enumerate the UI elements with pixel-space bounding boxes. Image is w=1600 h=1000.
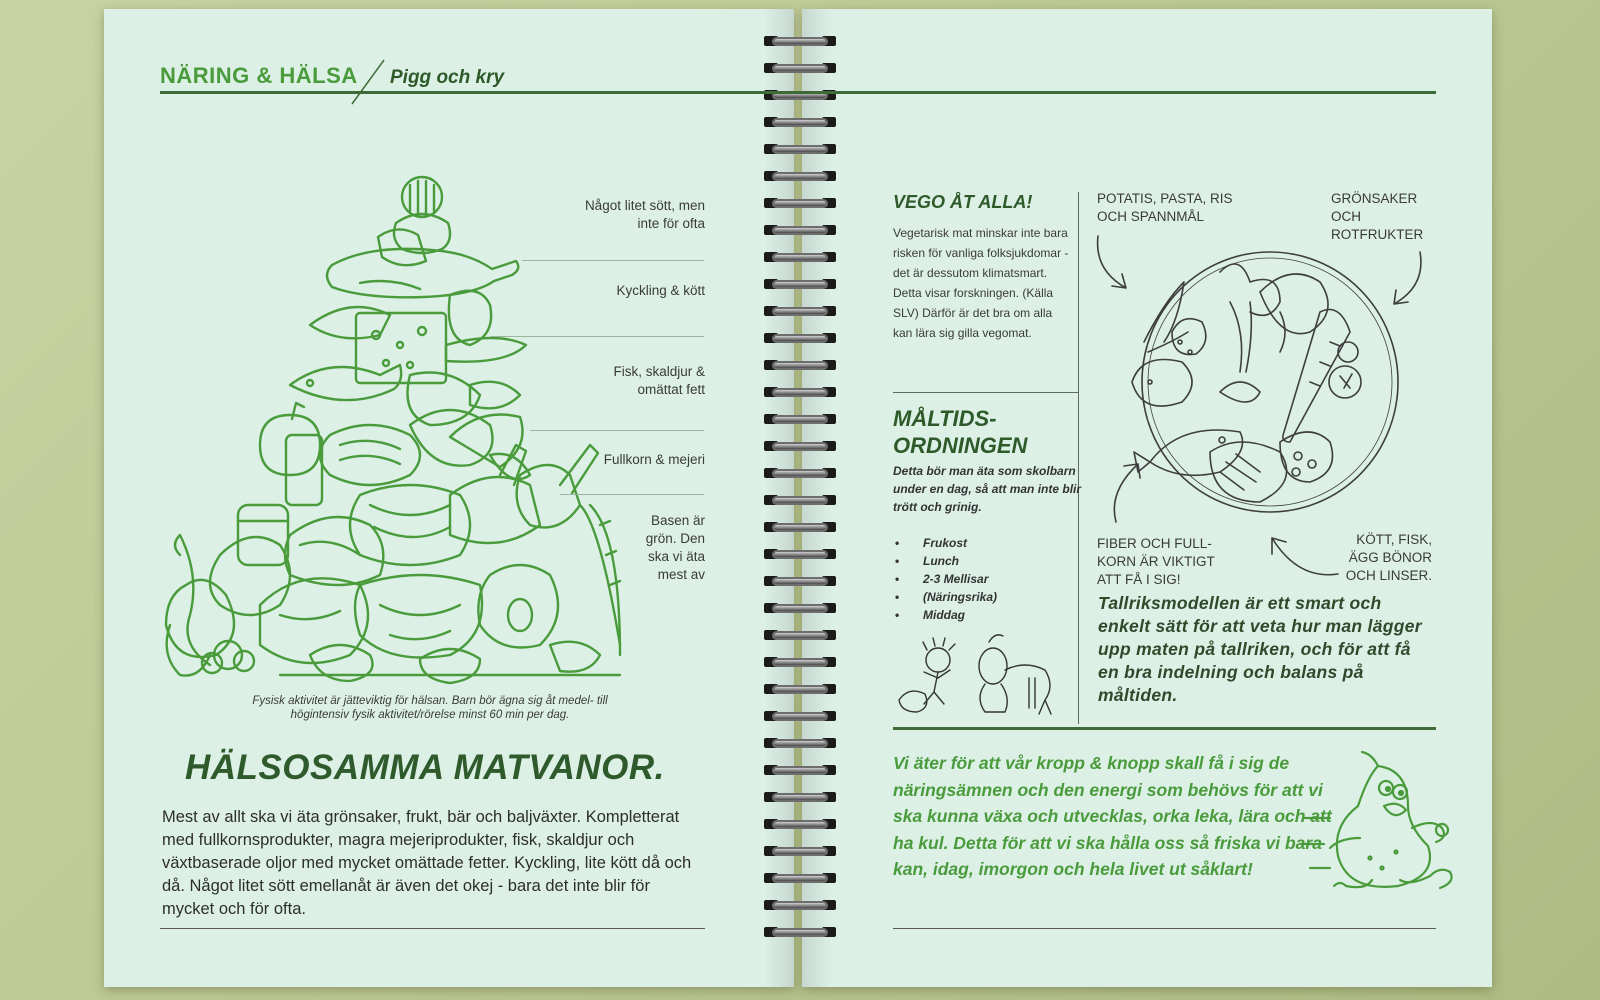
arrow-icon <box>1092 232 1132 296</box>
spiral-coil <box>760 709 840 723</box>
pyramid-divider <box>522 260 704 261</box>
left-bottom-rule <box>160 928 705 929</box>
spiral-coil <box>760 574 840 588</box>
plate-label-vegetables: GRÖNSAKER OCH ROTFRUKTER <box>1331 191 1424 242</box>
vego-title: VEGO ÅT ALLA! <box>893 192 1033 212</box>
list-item: • Middag <box>893 606 997 624</box>
spiral-coil <box>760 304 840 318</box>
column-divider <box>1078 192 1079 724</box>
spiral-coil <box>760 169 840 183</box>
plate-label-protein: KÖTT, FISK, ÄGG BÖNOR OCH LINSER. <box>1345 532 1432 583</box>
spiral-coil <box>760 871 840 885</box>
pyramid-caption: Fysisk aktivitet är jätteviktig för hälsan. Barn bör ägna sig åt medel- till högintensiv fysik aktivitet/rörelse minst 60 min per dag. <box>252 695 608 721</box>
section-title: NÄRING & HÄLSA <box>160 63 358 88</box>
plate-label-carbs: POTATIS, PASTA, RIS OCH SPANNMÅL <box>1097 191 1233 224</box>
spiral-coil <box>760 790 840 804</box>
spiral-binding <box>760 34 840 974</box>
closing-text: Vi äter för att vår kropp & knopp skall få i sig de näringsämnen och den energi som behövs för att vi ska kunna växa och utvecklas, orka leka, lära och att ha kul. Detta för att vi ska hålla oss så friska vi bara kan, idag, imorgon och hela livet ut såklart! <box>893 753 1332 879</box>
spiral-coil <box>760 682 840 696</box>
article-title: HÄLSOSAMMA MATVANOR. <box>185 748 665 787</box>
pyramid-divider <box>560 494 704 495</box>
spiral-coil <box>760 466 840 480</box>
spiral-coil <box>760 223 840 237</box>
spiral-coil <box>760 520 840 534</box>
spiral-coil <box>760 358 840 372</box>
spiral-coil <box>760 898 840 912</box>
maltid-list <box>893 534 997 624</box>
spiral-coil <box>760 844 840 858</box>
spiral-coil <box>760 412 840 426</box>
spiral-coil <box>760 493 840 507</box>
spiral-coil <box>760 34 840 48</box>
pyramid-label-sweets: Något litet sött, men inte för ofta <box>584 198 705 231</box>
spiral-coil <box>760 196 840 210</box>
kids-doodle-illustration <box>893 630 1063 716</box>
arrow-icon <box>1108 456 1148 526</box>
running-pear-illustration <box>1300 748 1480 898</box>
plate-label-fiber: FIBER OCH FULL- KORN ÄR VIKTIGT ATT FÅ I SIG! <box>1097 536 1215 587</box>
spiral-coil <box>760 439 840 453</box>
list-item: • Frukost <box>893 534 997 552</box>
spiral-coil <box>760 655 840 669</box>
list-item-note: • (Näringsrika) <box>893 588 997 606</box>
section-divider <box>893 392 1079 393</box>
list-item: • 2-3 Mellisar <box>893 570 997 588</box>
spiral-coil <box>760 385 840 399</box>
spiral-coil <box>760 142 840 156</box>
spiral-coil <box>760 817 840 831</box>
maltid-body: Detta bör man äta som skolbarn under en dag, så att man inte blir trött och grinig. <box>893 464 1082 514</box>
spiral-coil <box>760 736 840 750</box>
maltid-title: MÅLTIDS- ORDNINGEN <box>893 406 1028 458</box>
header-rule <box>160 91 1436 94</box>
arrow-icon <box>1386 248 1426 312</box>
right-section-rule <box>893 727 1436 730</box>
spiral-coil <box>760 628 840 642</box>
spiral-coil <box>760 277 840 291</box>
plate-model-description: Tallriksmodellen är ett smart och enkelt sätt för att veta hur man lägger upp maten på tallriken, och för att få en bra indelning och balans på måltiden. <box>1098 593 1422 705</box>
pyramid-label-grains: Fullkorn & mejeri <box>603 452 705 467</box>
right-bottom-rule <box>893 928 1436 929</box>
spiral-coil <box>760 250 840 264</box>
pyramid-divider <box>490 336 704 337</box>
pyramid-divider <box>530 430 704 431</box>
list-item: • Lunch <box>893 552 997 570</box>
spiral-coil <box>760 925 840 939</box>
pyramid-label-meat: Kyckling & kött <box>616 283 705 298</box>
spiral-coil <box>760 601 840 615</box>
vego-body: Vegetarisk mat minskar inte bara risken för vanliga folksjukdomar - det är dessutom klimatsmart. Detta visar forskningen. (Källa SLV) Därför är det bra om alla kan lära sig gilla vegomat. <box>893 226 1069 340</box>
header-slash-icon <box>348 58 388 106</box>
spiral-coil <box>760 547 840 561</box>
spiral-coil <box>760 331 840 345</box>
spiral-coil <box>760 115 840 129</box>
spiral-coil <box>760 763 840 777</box>
pyramid-label-fish: Fisk, skaldjur & omättat fett <box>613 364 705 397</box>
article-body: Mest av allt ska vi äta grönsaker, frukt, bär och baljväxter. Kompletterat med fullkornsprodukter, magra mejeriprodukter, fisk, skaldjur och växtbaserade oljor med mycket omättade fetter. Kyckling, lite kött då och då. Något litet sött emellanåt är även det okej - bara det inte blir för mycket och för ofta. <box>162 808 692 918</box>
spiral-coil <box>760 61 840 75</box>
pyramid-label-base: Basen är grön. Den ska vi äta mest av <box>645 513 705 582</box>
section-subtitle: Pigg och kry <box>390 67 505 88</box>
